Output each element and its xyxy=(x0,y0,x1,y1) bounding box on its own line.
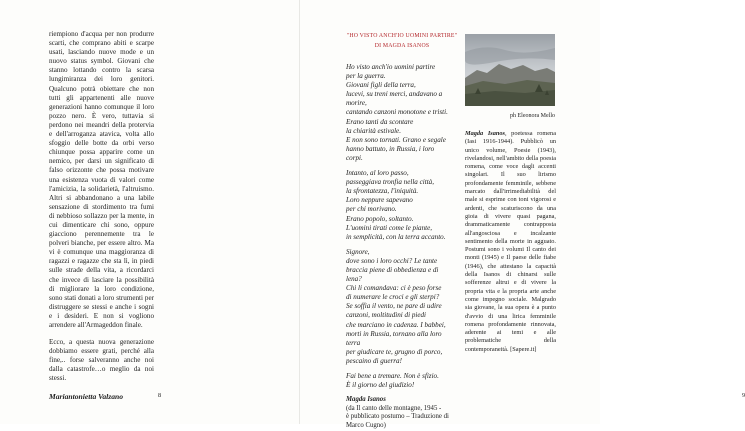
poem-line: corpi. xyxy=(346,153,363,162)
poem-line: morti in Russia, tornano alla loro xyxy=(346,329,442,338)
poem-line: cantando canzoni monotone e tristi. xyxy=(346,108,448,117)
poem-line: la sfrontatezza, l'iniquità. xyxy=(346,187,419,196)
left-paragraph-1: riempiono d'acqua per non produrre scarti, che comprano abiti e scarpe usati, lasciando nuove mode e un nuovo status symbol. Giovani che stanno lottando contro la scarsa lungimiranza dei loro genitori. Qualcuno potrà obiettare che non tutti gli appartenenti alle nuove generazioni hanno comunque il loro pozzo nero. È vero, tuttavia si perdono nei meandri della protervia e dell'arroganza atavica, volta allo sfoggio delle botte da orbi verso chiunque possa apparire come un nemico, per darsi un significato di falso orizzonte che possa motivare una esistenza vuota di valori come l'amicizia, la solidarietà, l'altruismo. Altri si abbandonano a una labile sensazione di stordimento tra fumi di nebbioso sollazzo per la mente, in cui dimenticare chi sono, oppure giacciono perennemente tra le polveri bianche, per essere altro. Ma vi è comunque una maggioranza di ragazzi e ragazze che sta lì, in piedi sulle strade della vita, a ricordarci che invece di lasciare la possibilità di migliorare la loro condizione, sono stati donati a loro strumenti per distruggere se stessi e anche i sogni e i desideri. E non si vogliono arrendere all'Armageddon finale. xyxy=(49,30,154,329)
poem-line: Loro neppure sapevano xyxy=(346,196,413,205)
landscape-photo xyxy=(465,34,555,106)
poem-line: di numerare le croci e gli sterpi? xyxy=(346,293,440,302)
page-number-left: 8 xyxy=(158,392,162,399)
poem-line: E non sono tornati. Grano e segale xyxy=(346,135,446,144)
poem-line: Ho visto anch'io uomini partire xyxy=(346,63,436,71)
bio-name: Magda Isanos xyxy=(465,130,505,137)
page-number-right: 9 xyxy=(742,392,745,399)
credit-line: Marco Cugno) xyxy=(346,421,386,429)
poem-line: per la guerra. xyxy=(346,72,386,81)
poem-line: passeggiava tronfia nella città, xyxy=(346,178,435,187)
poem-line: canzoni, moltitudini di piedi xyxy=(346,311,426,320)
author-signature: Mariantonietta Valzano xyxy=(49,391,124,401)
author-bio xyxy=(465,130,556,354)
poem-line: Giovani figli della terra, xyxy=(346,81,416,90)
credit-author: Magda Isanos xyxy=(346,396,386,404)
poem-title: "HO VISTO ANCH'IO UOMINI PARTIRE" xyxy=(346,33,458,39)
mountain-landscape-image xyxy=(465,34,555,106)
poem-stanza xyxy=(346,169,458,242)
poem-line: Chi li comandava: ci è peso forse xyxy=(346,284,442,293)
poem-line: dove sono i loro occhi? Le tante xyxy=(346,256,438,265)
poem-line: Signore, xyxy=(346,247,370,256)
bio-text: , poetessa romena (Iasi 1916-1944). Pubblicò un unico volume, Poesie (1943), rivelandosi, nell'ambito della poesia romena, come voce dagli accenti singolari. Il suo lirismo profondamente femminile, sebbene marcato dall'irrimediabilità del male si esprime con toni vigorosi e ardenti, che scaturiscono da una gioia di vivere quasi pagana, drammaticamente contrapposta all'angosciosa e incalzante sentimento della morte in agguato. Postumi sono i volumi Il canto dei monti (1945) e Il paese delle fiabe (1946), che attestano la capacità della Isanos di chinarsi sulle sofferenze altrui e di vivere la propria vita e la propria arte anche come impegno sociale. Malgrado sia giovane, la sua opera è a punto d'avvio di una lirica femminile romena profondamente rinnovata, aderente ai temi e alle problematiche della contemporaneità. [Sapere.it] xyxy=(465,130,556,353)
credit-line: è pubblicato postumo – Traduzione di xyxy=(346,413,449,421)
poem-stanzas xyxy=(346,63,458,390)
poem-line: Erano popolo, soltanto. xyxy=(346,214,414,223)
poem-line: hanno battuto, in Russia, i loro xyxy=(346,144,435,153)
poem-stanza xyxy=(346,63,458,163)
poem-heading xyxy=(346,32,458,51)
poem-line: lena? xyxy=(346,275,362,284)
poem-line: Se soffia il vento, ne pare di udire xyxy=(346,302,442,311)
poem-stanza xyxy=(346,372,458,390)
poem-line: pescaino di guerra! xyxy=(346,356,402,365)
poem-line: morire, xyxy=(346,99,367,108)
poem-line: la chiarità estivale. xyxy=(346,126,401,135)
poem-line: L'uomini tirati come le piante, xyxy=(346,223,433,232)
poem-line: Erano tanti da scontare xyxy=(346,117,414,126)
poem-line: che marciano in cadenza. I babbei, xyxy=(346,320,446,329)
photo-caption: ph Eleonora Mello xyxy=(510,113,555,119)
poem-line: terra xyxy=(346,338,361,347)
left-page xyxy=(0,0,300,424)
poem-line: Intanto, al loro passo, xyxy=(346,169,409,178)
left-paragraph-2: Ecco, a questa nuova generazione dobbiamo essere grati, perché alla fine,.. forse salveranno anche noi dalla catastrofe…o meglio da noi stessi. xyxy=(49,338,154,383)
poem-line: per chi morivano. xyxy=(346,205,397,214)
poem-line: per giudicare te, grugno di porco, xyxy=(346,347,443,356)
poem-line: Fai bene a tremare. Non è sfizio. xyxy=(346,372,439,380)
poem-line: È il giorno del giudizio! xyxy=(346,381,415,390)
poem-block xyxy=(346,32,458,431)
left-text-column xyxy=(49,30,154,401)
poem-credit xyxy=(346,396,458,430)
poem-line: braccia piene di obbedienza e di xyxy=(346,265,439,274)
credit-line: (da Il canto delle montagne, 1945 - xyxy=(346,404,442,412)
poem-line: lucevi, su treni merci, andavano a xyxy=(346,90,443,99)
poem-line: in semplicità, con la terra accanto. xyxy=(346,232,446,241)
poem-stanza xyxy=(346,248,458,366)
poem-author-line: DI MAGDA ISANOS xyxy=(374,43,430,49)
